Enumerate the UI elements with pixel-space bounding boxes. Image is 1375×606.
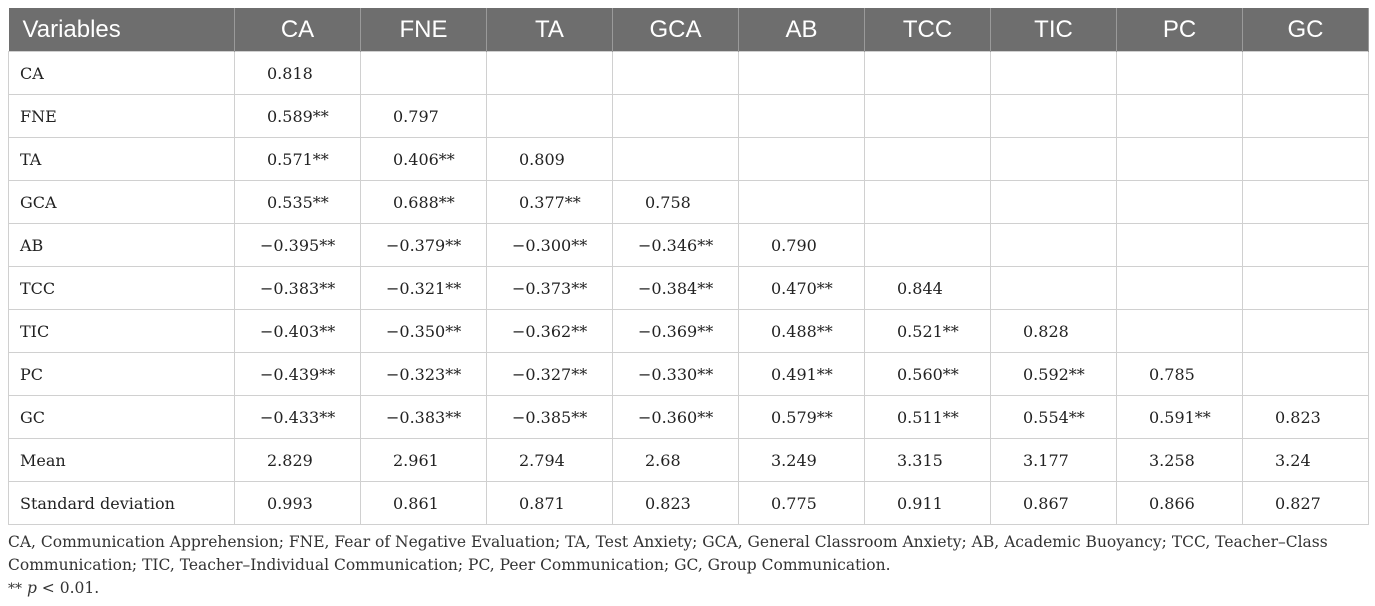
significance-variable: p xyxy=(26,579,37,597)
table-cell xyxy=(613,138,739,181)
table-cell: 3.315 xyxy=(865,439,991,482)
table-cell xyxy=(1243,138,1369,181)
correlation-table-figure xyxy=(8,8,1368,601)
table-cell: −0.384** xyxy=(613,267,739,310)
table-cell: −0.323** xyxy=(361,353,487,396)
table-cell: −0.433** xyxy=(235,396,361,439)
table-cell: −0.383** xyxy=(361,396,487,439)
table-cell xyxy=(613,95,739,138)
table-cell: 0.688** xyxy=(361,181,487,224)
table-cell xyxy=(1243,310,1369,353)
table-cell: 0.535** xyxy=(235,181,361,224)
table-cell: 0.861 xyxy=(361,482,487,525)
table-cell: 0.470** xyxy=(739,267,865,310)
table-cell: −0.383** xyxy=(235,267,361,310)
table-cell: −0.362** xyxy=(487,310,613,353)
table-row xyxy=(9,482,1369,525)
table-cell: 2.829 xyxy=(235,439,361,482)
table-cell xyxy=(1117,181,1243,224)
table-cell: 0.828 xyxy=(991,310,1117,353)
table-cell: 0.579** xyxy=(739,396,865,439)
table-row xyxy=(9,181,1369,224)
table-cell: 0.377** xyxy=(487,181,613,224)
table-cell: −0.330** xyxy=(613,353,739,396)
table-cell: 0.488** xyxy=(739,310,865,353)
table-cell xyxy=(1243,95,1369,138)
table-cell xyxy=(1117,95,1243,138)
table-cell: −0.395** xyxy=(235,224,361,267)
table-cell: 2.961 xyxy=(361,439,487,482)
table-cell xyxy=(361,52,487,95)
table-cell: 0.871 xyxy=(487,482,613,525)
column-header-gc: GC xyxy=(1243,8,1369,52)
table-cell: 2.68 xyxy=(613,439,739,482)
table-cell: 0.758 xyxy=(613,181,739,224)
abbreviations-note: CA, Communication Apprehension; FNE, Fear of Negative Evaluation; TA, Test Anxiety; GCA, General Classroom Anxiety; AB, Academic Buoyancy; TCC, Teacher–Class Communication; TIC, Teacher–Individual Communication; PC, Peer Communication; GC, Group Communication. xyxy=(8,533,1328,574)
table-cell xyxy=(739,181,865,224)
table-cell: 0.785 xyxy=(1117,353,1243,396)
table-cell xyxy=(1117,138,1243,181)
table-cell xyxy=(991,138,1117,181)
table-cell: 0.589** xyxy=(235,95,361,138)
table-row xyxy=(9,439,1369,482)
table-cell xyxy=(991,52,1117,95)
table-cell: −0.327** xyxy=(487,353,613,396)
table-cell xyxy=(991,95,1117,138)
table-cell: 2.794 xyxy=(487,439,613,482)
table-cell: −0.360** xyxy=(613,396,739,439)
table-cell: 0.406** xyxy=(361,138,487,181)
table-cell xyxy=(487,95,613,138)
table-header-row xyxy=(9,8,1369,52)
table-cell: 0.591** xyxy=(1117,396,1243,439)
table-cell xyxy=(1117,267,1243,310)
table-row xyxy=(9,267,1369,310)
table-cell: 0.866 xyxy=(1117,482,1243,525)
table-cell xyxy=(865,224,991,267)
table-cell: 0.571** xyxy=(235,138,361,181)
table-cell xyxy=(1117,224,1243,267)
row-label: CA xyxy=(9,52,235,95)
table-cell: 0.790 xyxy=(739,224,865,267)
significance-marker: ** xyxy=(8,581,22,597)
table-cell: 0.554** xyxy=(991,396,1117,439)
table-row xyxy=(9,224,1369,267)
row-label: AB xyxy=(9,224,235,267)
table-cell: −0.439** xyxy=(235,353,361,396)
table-cell xyxy=(739,138,865,181)
column-header-gca: GCA xyxy=(613,8,739,52)
table-cell: −0.373** xyxy=(487,267,613,310)
table-cell xyxy=(1243,181,1369,224)
row-label: FNE xyxy=(9,95,235,138)
row-label: TIC xyxy=(9,310,235,353)
table-body xyxy=(9,52,1369,525)
table-cell: 0.818 xyxy=(235,52,361,95)
row-label: GCA xyxy=(9,181,235,224)
table-cell xyxy=(739,52,865,95)
table-cell: 3.258 xyxy=(1117,439,1243,482)
significance-text: < 0.01. xyxy=(36,579,100,597)
table-cell: −0.321** xyxy=(361,267,487,310)
column-header-tic: TIC xyxy=(991,8,1117,52)
table-cell xyxy=(613,52,739,95)
table-cell: 3.177 xyxy=(991,439,1117,482)
column-header-ab: AB xyxy=(739,8,865,52)
table-cell: 0.491** xyxy=(739,353,865,396)
table-cell: 0.521** xyxy=(865,310,991,353)
table-row xyxy=(9,95,1369,138)
table-cell: 0.775 xyxy=(739,482,865,525)
table-cell xyxy=(865,95,991,138)
table-cell: −0.369** xyxy=(613,310,739,353)
table-cell xyxy=(1243,224,1369,267)
table-row xyxy=(9,52,1369,95)
table-cell xyxy=(991,267,1117,310)
table-cell: 0.911 xyxy=(865,482,991,525)
table-cell: −0.346** xyxy=(613,224,739,267)
table-cell xyxy=(991,181,1117,224)
row-label: PC xyxy=(9,353,235,396)
table-cell xyxy=(865,138,991,181)
table-cell: −0.300** xyxy=(487,224,613,267)
row-label: TCC xyxy=(9,267,235,310)
table-row xyxy=(9,353,1369,396)
row-label: Standard deviation xyxy=(9,482,235,525)
table-cell: 0.809 xyxy=(487,138,613,181)
row-label: TA xyxy=(9,138,235,181)
table-cell: 3.24 xyxy=(1243,439,1369,482)
table-cell: 0.844 xyxy=(865,267,991,310)
table-row xyxy=(9,138,1369,181)
table-cell xyxy=(1117,310,1243,353)
table-cell: 0.823 xyxy=(1243,396,1369,439)
column-header-pc: PC xyxy=(1117,8,1243,52)
table-cell xyxy=(991,224,1117,267)
column-header-variables: Variables xyxy=(9,8,235,52)
table-cell: 0.993 xyxy=(235,482,361,525)
table-cell xyxy=(1117,52,1243,95)
row-label: Mean xyxy=(9,439,235,482)
column-header-fne: FNE xyxy=(361,8,487,52)
significance-note xyxy=(8,577,1368,601)
table-footnote xyxy=(8,531,1368,601)
table-cell xyxy=(865,181,991,224)
table-row xyxy=(9,310,1369,353)
column-header-tcc: TCC xyxy=(865,8,991,52)
row-label: GC xyxy=(9,396,235,439)
column-header-ca: CA xyxy=(235,8,361,52)
table-cell: 0.511** xyxy=(865,396,991,439)
table-cell: 0.592** xyxy=(991,353,1117,396)
table-cell xyxy=(1243,52,1369,95)
table-cell xyxy=(865,52,991,95)
column-header-ta: TA xyxy=(487,8,613,52)
table-cell: 3.249 xyxy=(739,439,865,482)
table-cell: 0.827 xyxy=(1243,482,1369,525)
table-cell: −0.350** xyxy=(361,310,487,353)
table-cell: −0.403** xyxy=(235,310,361,353)
table-cell: 0.823 xyxy=(613,482,739,525)
correlation-table xyxy=(8,8,1369,525)
table-cell: 0.797 xyxy=(361,95,487,138)
table-cell xyxy=(487,52,613,95)
table-row xyxy=(9,396,1369,439)
table-cell xyxy=(1243,267,1369,310)
table-cell xyxy=(1243,353,1369,396)
table-cell: −0.385** xyxy=(487,396,613,439)
table-cell: 0.867 xyxy=(991,482,1117,525)
table-cell: 0.560** xyxy=(865,353,991,396)
table-cell xyxy=(739,95,865,138)
table-cell: −0.379** xyxy=(361,224,487,267)
